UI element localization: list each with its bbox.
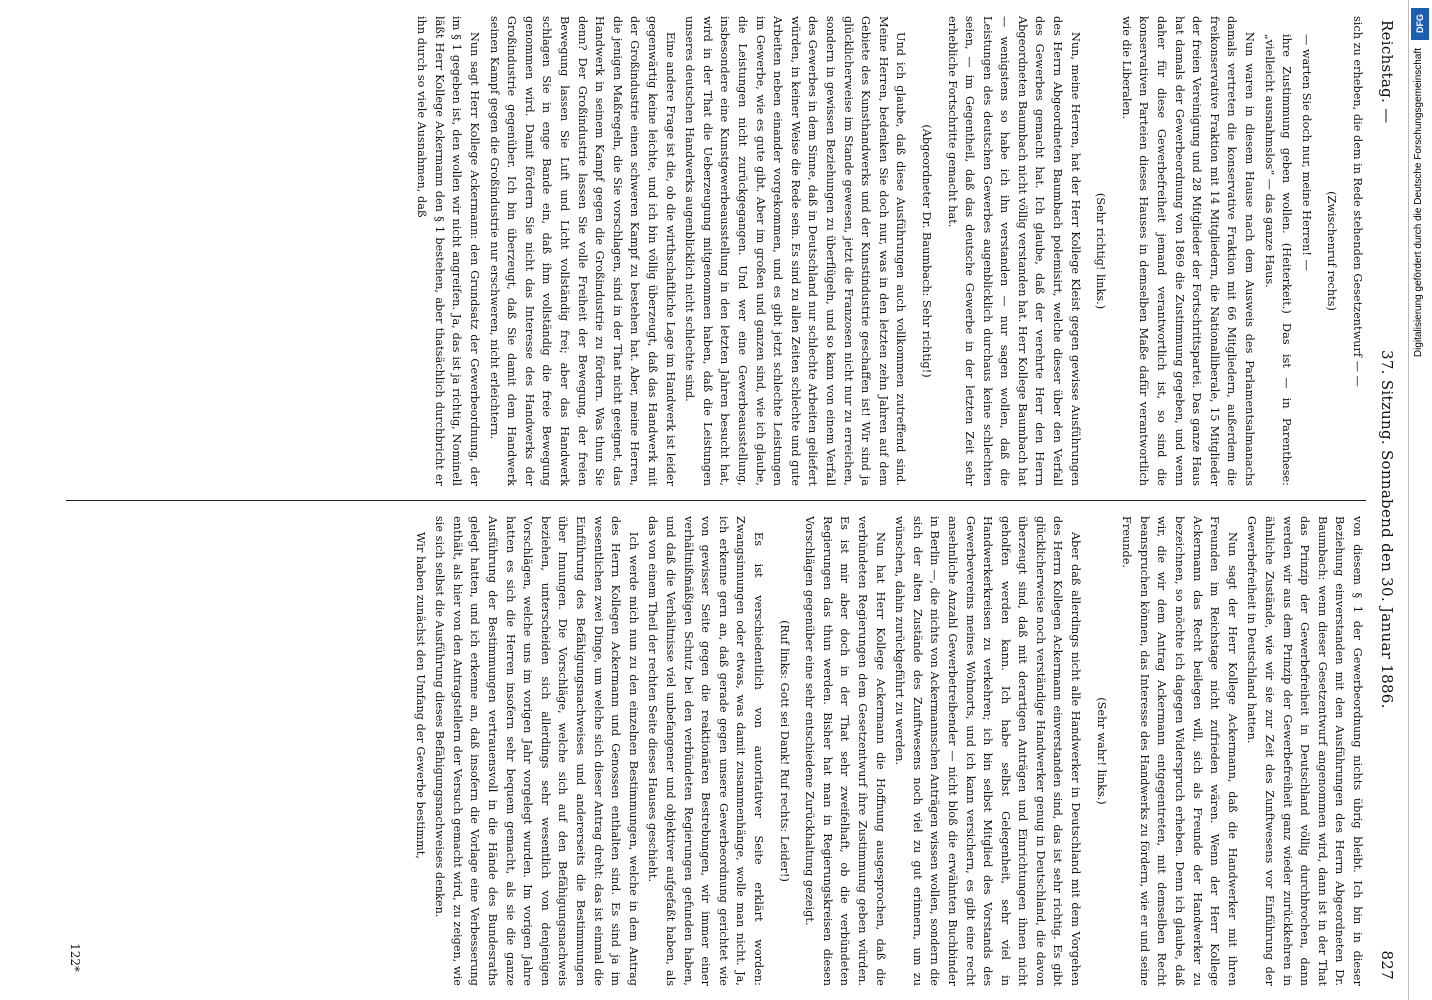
running-header — [1370, 20, 1400, 980]
header-session-date: 37. Sitzung. Sonnabend den 30. Januar 1886. — [1378, 350, 1396, 709]
paragraph: Ich werde mich nun zu den einzelnen Bestimmungen, welche in dem Antrag des Herrn Kollegen Ackermann und Genossen enthalten sind. Es sind ja im wesentlichen zwei Dinge, um welche sich dieser Antrag dreht: das ist einmal die Einführung des Befähigungsnachweises und andererseits die Bestimmungen über Innungen. Die Vorschläge, welche sich auf den Befähigungsnachweis beziehen, unterscheiden sich allerdings sehr wesentlich von denjenigen Vorschlägen, welche uns im vorigen Jahr vorgelegt wurden. Im vorigen Jahre hatten es sich die Herren insofern sehr bequem gemacht, als sie die ganze Ausführung der Bestimmungen vertrauensvoll in die Hände des Bundesraths gelegt hatten, und ich erkenne an, daß insofern die Vorlage eine Verbesserung enthält, als hier von den Antragstellern der Versuch gemacht wird, zu zeigen, wie sie sich selbst die Ausführung dieses Befähigungsnachweises denken. — [433, 516, 640, 986]
paragraph: Nun sagt Herr Kollege Ackermann: den Grundsatz der Gewerbeordnung, der im § 1 gegeben ist, den wollen wir nicht angreifen. Ja, das ist ja richtig, Nominell läßt Herr Kollege Ackermann den § 1 bestehen, aber thatsächlich durchbricht er ihn durch so viele Ausnahmen, daß — [415, 16, 482, 486]
paragraph: Es ist verschiedentlich von autoritativer Seite erklärt worden: Zwangsinnungen oder etwas, was damit zusammenhänge, wolle man nicht. Ja, ich erkenne gern an, daß gerade gegen unsere Gewerbeordnung gerichtet wie von gewisser Seite gegen die reaktionären Bestrebungen, wir immer einer verhältnißmäßigen Schutz bei den verbündeten Regierungen gefunden haben, und daß die Verhältnisse viel unbefangener und objektiver aufgefaßt haben, als das von einem Theil der rechten Seite dieses Hauses geschieht. — [646, 516, 765, 986]
paragraph: Wir haben zunächst den Umfang der Gewerbe bestimmt, — [413, 532, 427, 859]
digitization-credit: Digitalisierung gefördert durch die Deutsche Forschungsgemeinschaft — [1413, 48, 1424, 358]
paragraph: Und ich glaube, daß diese Ausführungen auch vollkommen zutreffend sind. Meine Herren, bedenken Sie doch nur, was in den letzten zehn Jahren auf dem Gebiete des Kunsthandwerks und der Kunstindustrie geschaffen ist! Wir sind ja glücklicherweise im Stande gewesen, jetzt die Franzosen nicht nur zu erreichen, sondern in gewissen Beziehungen zu überflügeln, und so kann von einem Verfall des Gewerbes in dem Sinne, daß in Deutschland nur schlechte Arbeiten geliefert würden, in keiner Weise die Rede sein. Es sind zu allen Zeiten schlechte und gute Arbeiten neben einander vorgekommen, und es gibt jetzt schlechte Leistungen im Gewerbe, wie es gute gibt. Aber im großen und ganzen sind, wie ich glaube, die Leistungen nicht zurückgegangen. Und wer eine Gewerbeausstellung, insbesondere eine Kunstgewerbeausstellung in den letzten Jahren besucht hat, wird in der That die Ueberzeugung mitgenommen haben, daß die Leistungen unseres deutschen Handwerks augenblicklich nicht schlechte sind. — [683, 16, 908, 486]
interjection: (Sehr richtig! links.) — [1094, 192, 1108, 310]
paragraph: sich zu erheben, die dem in Rede stehenden Gesetzentwurf — — — [1351, 16, 1364, 387]
page-number: 827 — [1378, 950, 1396, 980]
paragraph: von diesem § 1 der Gewerbeordnung nichts übrig bleibt. Ich bin in dieser Beziehung einverstanden mit den Ausführungen des Herrn Abgeordneten Dr. Baumbach: wenn dieser Gesetzentwurf angenommen wird, dann ist in der That das Prinzip der Gewerbefreiheit in Deutschland völlig durchbrochen, dann werden wir aus dem Prinzip der Gewerbefreiheit ganz wieder zurückkehren in ähnliche Zustände, wie wir sie zur Zeit des Zunftwesens vor Einführung der Gewerbefreiheit in Deutschland hatten. — [1245, 516, 1364, 986]
paragraph: ihre Zustimmung geben wollen. (Heiterkeit.) Das ist — in Parenthese: „vielleicht ausnahmslos“ — das ganze Haus. — [1262, 34, 1294, 486]
paragraph: Aber daß allerdings nicht alle Handwerker in Deutschland mit dem Vorgehen des Herrn Kollegen Ackermann einverstanden sind, das ist sehr richtig. Es gibt glücklicherweise noch verständige Handwerker genug in Deutschland, die davon überzeugt sind, daß mit derartigen Anträgen und Einrichtungen ihnen nicht geholfen werden kann. Ich habe selbst Gelegenheit, sehr viel in Handwerkerkreisen zu verkehren; ich bin selbst Mitglied des Vorstands des Gewerbevereins meines Wohnorts, und ich kann versichern, es gibt eine recht ansehnliche Anzahl Gewerbetreibender — nicht bloß die erwähnten Buchbinder in Berlin —, die nichts von Ackermannschen Anträgen wissen wollen, sondern die sich der alten Zustände des Zunftwesens noch viel zu gut erinnern, um zu wünschen, dahin zurückgeführt zu werden. — [893, 516, 1083, 986]
rotated-page-scan — [10, 0, 1410, 1000]
interjection: (Ruf links: Gott sei Dank! Ruf rechts: Leider!) — [777, 620, 791, 882]
column-divider — [66, 500, 1366, 501]
paragraph: Nun hat Herr Kollege Ackermann die Hoffnung ausgesprochen, daß die verbündeten Regierungen dem Gesetzentwurf ihre Zustimmung geben würden. Es ist mir aber doch in der That sehr zweifelhaft, ob die verbündeten Regierungen das thun werden. Bisher hat man in Regierungskreisen diesen Vorschlägen gegenüber eine sehr entschiedene Zurückhaltung gezeigt. — [803, 516, 887, 986]
right-text-column — [46, 516, 1366, 986]
paragraph: Eine andere Frage ist die, ob die wirthschaftliche Lage im Handwerk ist leider gegenwärtig keine leichte, und ich bin völlig überzeugt, daß das Handwerk mit der Großindustrie einen schweren Kampf zu bestehen hat. Aber, meine Herren, die jenigen Maßregeln, die Sie vorschlagen, sind in der That nicht geeignet, das Handwerk in seinem Kampf gegen die Großindustrie zu fördern. Was thun Sie denn? Der Großindustrie lassen Sie volle Freiheit der Bewegung, der freien Bewegung lassen Sie Luft und Licht vollständig frei; aber das Handwerk schlagen Sie in enge Bande ein, daß ihm vollständig die freie Bewegung genommen wird. Damit fördern Sie nicht das Interesse des Handwerks der Großindustrie gegenüber. Ich bin überzeugt, daß Sie damit dem Handwerk seinen Kampf gegen die Großindustrie nur erschweren, nicht erleichtern. — [487, 16, 677, 486]
paragraph: Nun waren in diesem Hause nach dem Ausweis des Parlamentsalmanachs damals vertreten die konservative Fraktion mit 66 Mitgliedern, außerdem die freikonservative Fraktion mit 14 Mitgliedern, die Nationalliberale, 15 Mitglieder der freien Vereinigung und 28 Mitglieder der Fortschrittspartei. Das ganze Haus hat damals der Gewerbeordnung von 1869 die Zustimmung gegeben, und wenn daher für diese Gewerbefreiheit jemand verantwortlich ist, so sind die konservativen Parteien dieses Hauses in demselben Maße dafür verantwortlich wie die Liberalen. — [1119, 16, 1257, 486]
paragraph: Nun, meine Herren, hat der Herr Kollege Kleist gegen gewisse Ausführungen des Herrn Abgeordneten Baumbach polemisirt, welche dieser über den Verfall des Gewerbes gemacht hat. Ich glaube, daß der verehrte Herr den Herrn Abgeordneten Baumbach nicht völlig verstanden hat. Herr Kollege Baumbach hat — wenigstens so habe ich ihn verstanden — nur sagen wollen, daß die Leistungen des deutschen Gewerbes augenblicklich durchaus keine schlechten seien, — im Gegentheil, daß das deutsche Gewerbe in der letzten Zeit sehr erhebliche Fortschritte gemacht hat. — [945, 16, 1082, 486]
digitization-sidebar — [1408, 0, 1432, 1000]
paragraph: Nun sagt der Herr Kollege Ackermann, daß die Handwerker mit ihren Freunden im Reichstage nicht zufrieden wären. Wenn der Herr Kollege Ackermann das Recht beilegen will, sich als Freunde der Handwerker zu bezeichnen, so möchte ich dagegen Widerspruch erheben. Denn ich glaube, daß wir, die wir dem Antrag Ackermann entgegentreten, mit demselben Recht beanspruchen können, das Interesse des Handwerks zu fördern, wie er und seine Freunde. — [1120, 516, 1239, 986]
folio-mark: 122* — [68, 943, 82, 972]
interjection: (Sehr wahr! links.) — [1094, 697, 1108, 805]
paragraph: — warten Sie doch nur, meine Herren! — — [1299, 34, 1313, 271]
left-text-column — [46, 16, 1366, 486]
header-left: Reichstag. — — [1378, 20, 1396, 124]
interjection: (Abgeordneter Dr. Baumbach: Sehr richtig!) — [919, 124, 933, 378]
dfg-logo-icon: DFG — [1411, 8, 1429, 40]
interjection: (Zwischenruf rechts) — [1325, 191, 1339, 311]
